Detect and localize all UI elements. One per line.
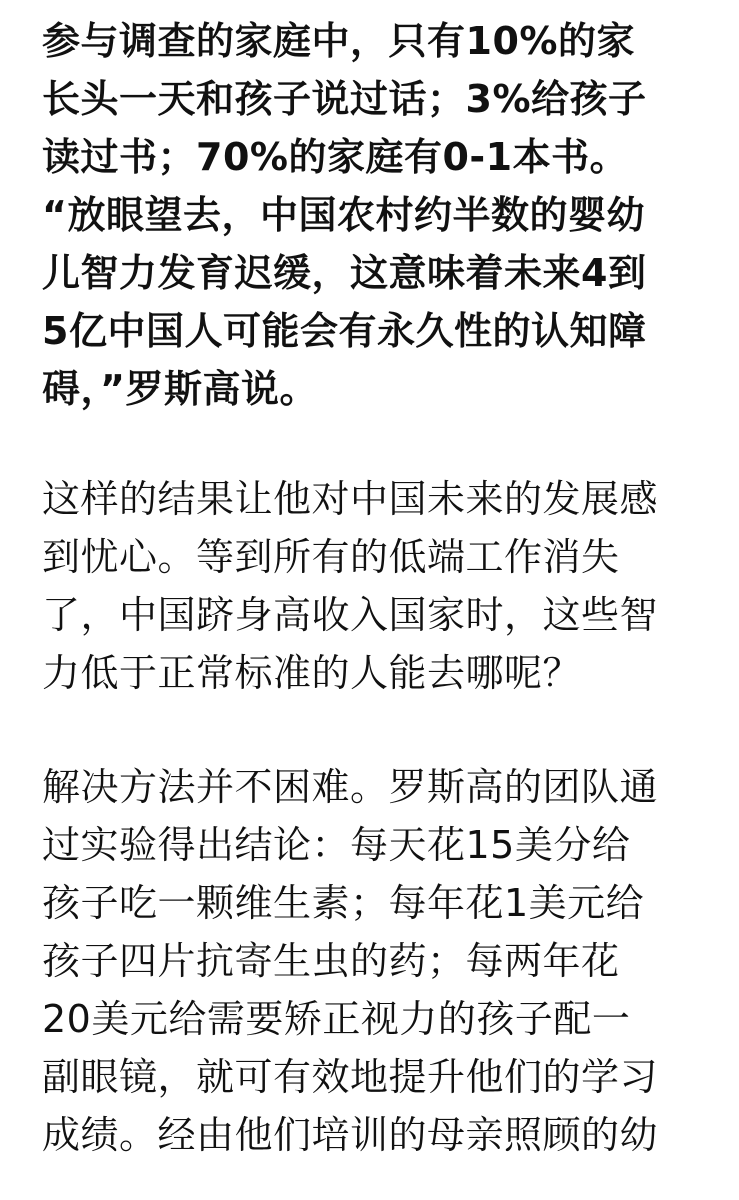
text-line: 孩子四片抗寄生虫的药；每两年花	[42, 939, 620, 983]
text-line: 20美元给需要矫正视力的孩子配一	[42, 997, 631, 1041]
text-line: 到忧心。等到所有的低端工作消失	[42, 535, 620, 579]
text-line: 儿智力发育迟缓，这意味着未来4到	[42, 251, 647, 295]
text-line: 孩子吃一颗维生素；每年花1美元给	[42, 881, 645, 925]
text-line: 副眼镜，就可有效地提升他们的学习	[42, 1055, 659, 1099]
text-line: 碍，”罗斯高说。	[42, 367, 318, 411]
paragraph-survey-findings	[42, 12, 647, 418]
text-line: “放眼望去，中国农村约半数的婴幼	[42, 193, 645, 237]
paragraph-solution	[42, 758, 658, 1164]
text-line: 过实验得出结论：每天花15美分给	[42, 823, 631, 867]
text-line: 了，中国跻身高收入国家时，这些智	[42, 593, 659, 637]
text-line: 解决方法并不困难。罗斯高的团队通	[42, 765, 659, 809]
paragraph-concern	[42, 470, 658, 702]
text-line: 这样的结果让他对中国未来的发展感	[42, 477, 659, 521]
text-line: 长头一天和孩子说过话；3%给孩子	[42, 77, 647, 121]
text-line: 5亿中国人可能会有永久性的认知障	[42, 309, 647, 353]
text-line: 力低于正常标准的人能去哪呢？	[42, 651, 582, 695]
text-line: 成绩。经由他们培训的母亲照顾的幼	[42, 1113, 659, 1157]
text-line: 参与调查的家庭中，只有10%的家	[42, 19, 635, 63]
text-line: 读过书；70%的家庭有0-1本书。	[42, 135, 629, 179]
